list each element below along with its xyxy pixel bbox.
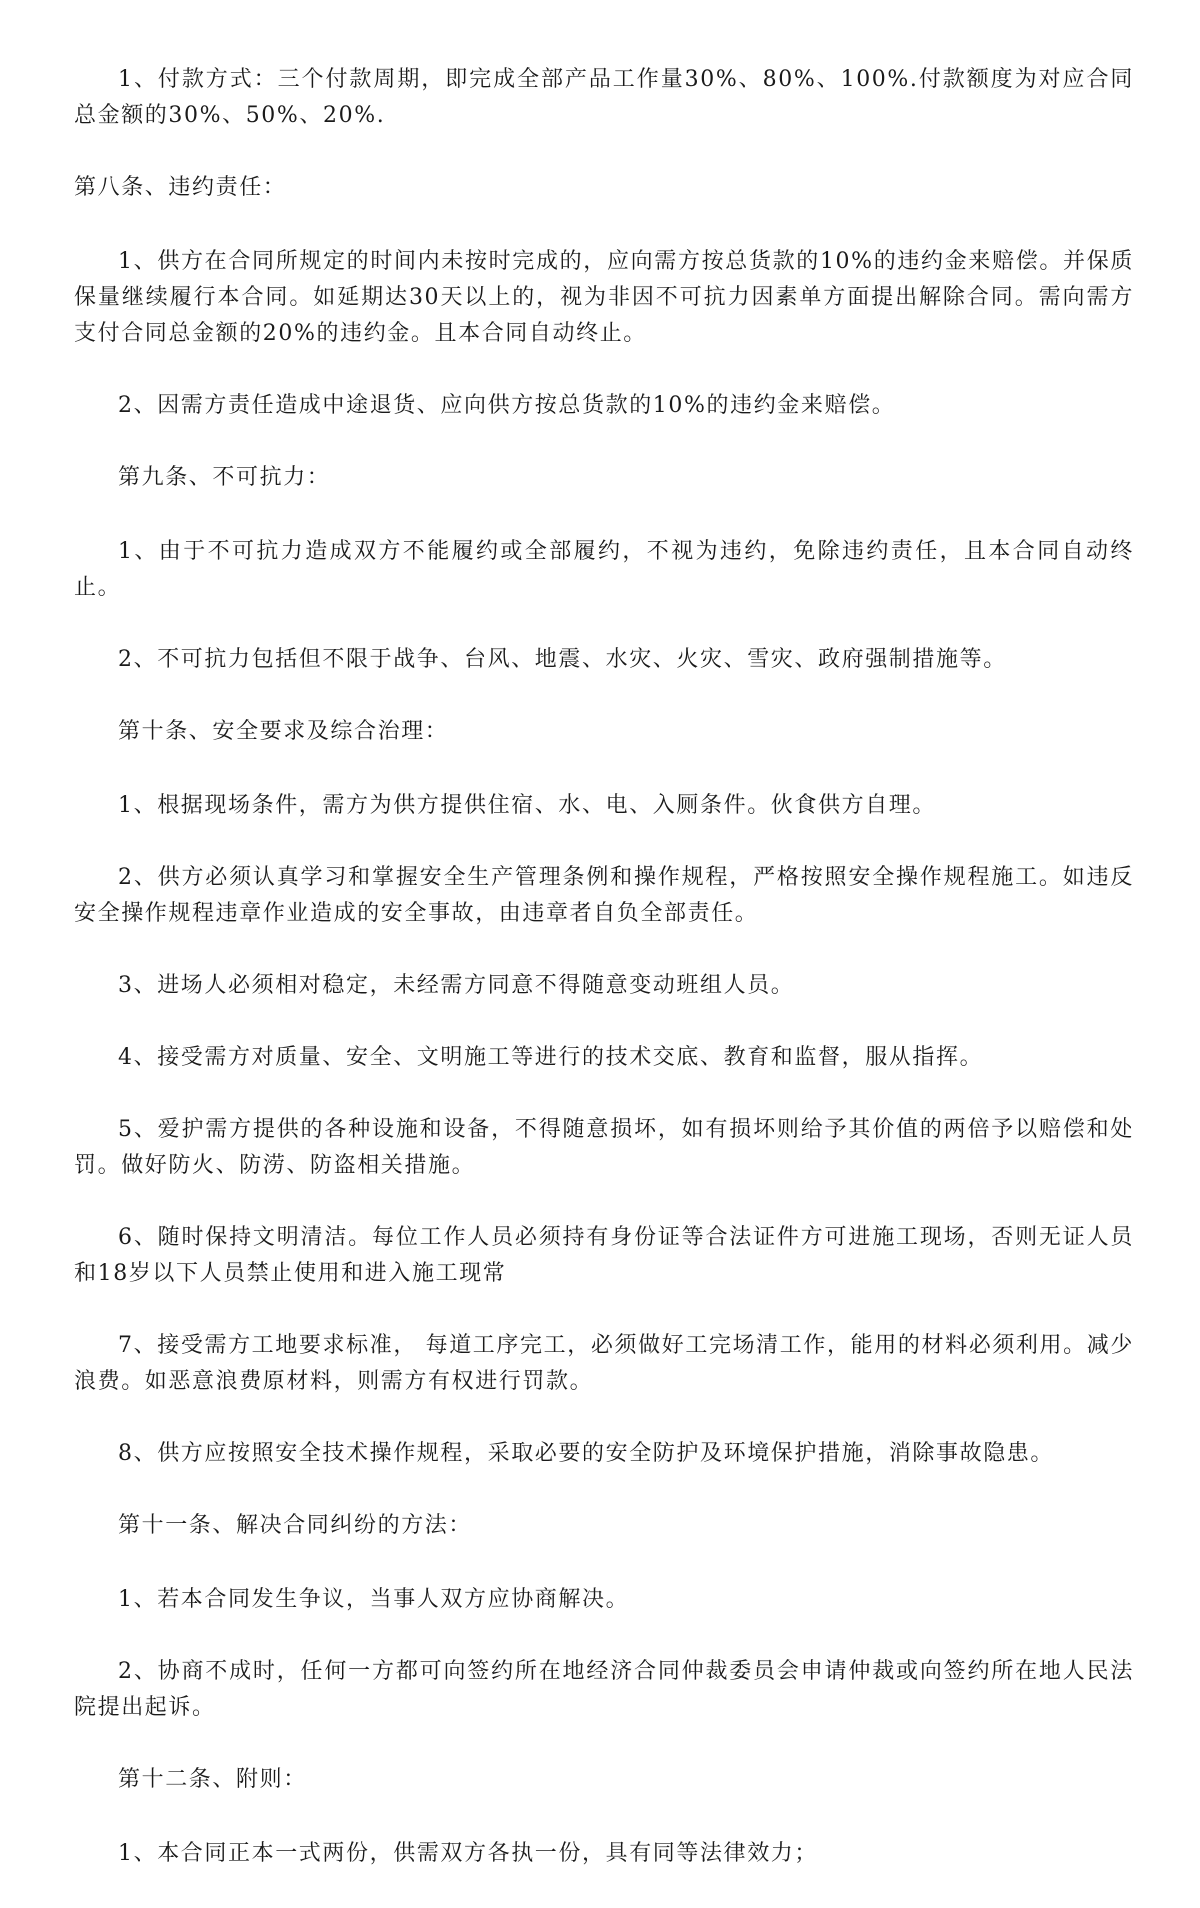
clause-8-2: 2、因需方责任造成中途退货、应向供方按总货款的10%的违约金来赔偿。 <box>118 393 896 418</box>
clause-12-1: 1、本合同正本一式两份，供需双方各执一份，具有同等法律效力； <box>118 1841 818 1866</box>
clause-7-payment-method: 1、付款方式：三个付款周期，即完成全部产品工作量30%、80%、100%.付款额度为对应合同总金额的30%、50%、20%. <box>74 67 1134 128</box>
article-12-heading: 第十二条、附则： <box>118 1767 307 1792</box>
clause-11-2: 2、协商不成时，任何一方都可向签约所在地经济合同仲裁委员会申请仲裁或向签约所在地人民法院提出起诉。 <box>74 1659 1134 1720</box>
clause-10-2: 2、供方必须认真学习和掌握安全生产管理条例和操作规程，严格按照安全操作规程施工。如违反安全操作规程违章作业造成的安全事故，由违章者自负全部责任。 <box>74 865 1134 926</box>
clause-10-7: 7、接受需方工地要求标准， 每道工序完工，必须做好工完场清工作，能用的材料必须利用。减少浪费。如恶意浪费原材料，则需方有权进行罚款。 <box>74 1333 1134 1394</box>
article-10-heading: 第十条、安全要求及综合治理： <box>118 719 449 744</box>
clause-10-1: 1、根据现场条件，需方为供方提供住宿、水、电、入厕条件。伙食供方自理。 <box>118 793 936 818</box>
clause-10-8: 8、供方应按照安全技术操作规程，采取必要的安全防护及环境保护措施，消除事故隐患。 <box>118 1441 1054 1466</box>
clause-8-1: 1、供方在合同所规定的时间内未按时完成的，应向需方按总货款的10%的违约金来赔偿。并保质保量继续履行本合同。如延期达30天以上的，视为非因不可抗力因素单方面提出解除合同。需向需方支付合同总金额的20%的违约金。且本合同自动终止。 <box>74 249 1134 346</box>
clause-10-4: 4、接受需方对质量、安全、文明施工等进行的技术交底、教育和监督，服从指挥。 <box>118 1045 984 1070</box>
clause-9-1: 1、由于不可抗力造成双方不能履约或全部履约，不视为违约，免除违约责任，且本合同自动终止。 <box>74 539 1134 600</box>
document-page <box>74 62 1134 1908</box>
article-8-heading: 第八条、违约责任： <box>74 175 287 200</box>
clause-10-6: 6、随时保持文明清洁。每位工作人员必须持有身份证等合法证件方可进施工现场，否则无证人员和18岁以下人员禁止使用和进入施工现常 <box>74 1225 1134 1286</box>
clause-10-3: 3、进场人必须相对稳定，未经需方同意不得随意变动班组人员。 <box>118 973 795 998</box>
article-9-heading: 第九条、不可抗力： <box>118 465 331 490</box>
clause-10-5: 5、爱护需方提供的各种设施和设备，不得随意损坏，如有损坏则给予其价值的两倍予以赔偿和处罚。做好防火、防涝、防盗相关措施。 <box>74 1117 1134 1178</box>
clause-11-1: 1、若本合同发生争议，当事人双方应协商解决。 <box>118 1587 630 1612</box>
clause-9-2: 2、不可抗力包括但不限于战争、台风、地震、水灾、火灾、雪灾、政府强制措施等。 <box>118 647 1007 672</box>
article-11-heading: 第十一条、解决合同纠纷的方法： <box>118 1513 473 1538</box>
